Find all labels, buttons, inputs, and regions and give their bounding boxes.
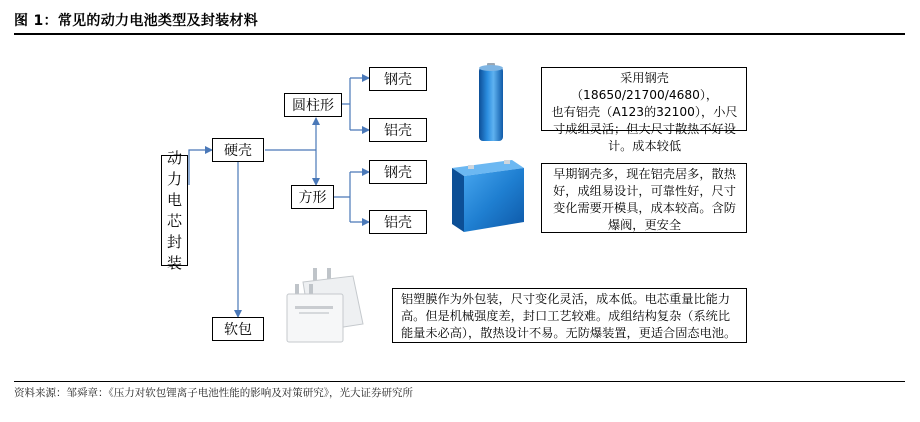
figure-title: 图 1：常见的动力电池类型及封装材料 — [14, 13, 259, 29]
node-soft-pack: 软包 — [212, 317, 264, 341]
connector-root-hard — [189, 150, 212, 185]
node-prismatic: 方形 — [291, 185, 334, 209]
node-cylindrical: 圆柱形 — [284, 93, 342, 117]
root-char: 力 — [166, 169, 182, 188]
note-line: 好，成组易设计，可靠性好，尺寸 — [553, 184, 736, 198]
prismatic-battery-image — [446, 156, 528, 236]
cylindrical-battery-image — [476, 63, 506, 143]
note-line: 能量未必高），散热设计不易。无防爆装置，更适合固态电池。 — [401, 326, 737, 340]
connector-pri-branch — [334, 172, 350, 222]
root-char: 芯 — [166, 211, 182, 230]
note-line: 计。成本较低 — [607, 139, 682, 153]
note-line: 爆阀，更安全 — [607, 218, 682, 232]
note-prismatic — [541, 163, 747, 233]
root-char: 动 — [166, 148, 182, 167]
root-char: 封 — [166, 232, 182, 251]
note-line: 铝塑膜作为外包装，尺寸变化灵活，成本低。电芯重量比能力 — [401, 292, 731, 306]
note-pouch — [392, 288, 747, 343]
source-rule — [14, 381, 905, 382]
node-cyl-aluminum: 铝壳 — [369, 118, 427, 142]
note-line: 变化需要开模具，成本较高。含防 — [553, 201, 736, 215]
note-line: 早期钢壳多，现在铝壳居多，散热 — [553, 167, 736, 181]
node-pri-aluminum: 铝壳 — [369, 210, 427, 234]
figure-source: 资料来源：邹舜章：《压力对软包锂离子电池性能的影响及对策研究》，光大证券研究所 — [14, 387, 413, 399]
pouch-battery-image — [283, 262, 383, 348]
note-line: 寸成组灵活；但大尺寸散热不好设 — [553, 122, 736, 136]
note-line: 采用钢壳（18650/21700/4680）， — [570, 71, 719, 102]
node-root — [161, 148, 188, 272]
note-line: 高。但是机械强度差，封口工艺较难。成组结构复杂（系统比 — [401, 309, 731, 323]
root-char: 装 — [166, 253, 182, 272]
note-cylindrical — [541, 67, 747, 153]
node-hard-shell: 硬壳 — [212, 138, 264, 162]
node-pri-steel: 钢壳 — [369, 160, 427, 184]
note-line: 也有铝壳（A123的32100），小尺 — [551, 105, 738, 119]
connector-cyl-branch — [342, 78, 350, 130]
node-cyl-steel: 钢壳 — [369, 67, 427, 91]
root-char: 电 — [166, 190, 182, 209]
